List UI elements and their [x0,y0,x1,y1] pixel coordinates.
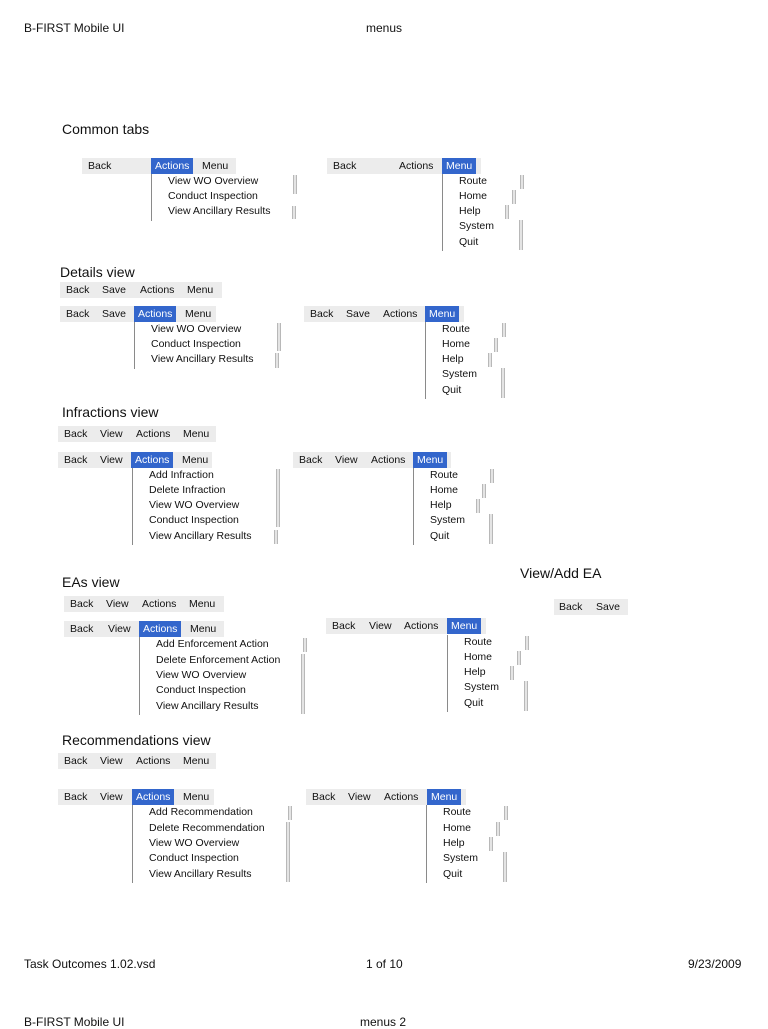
tab-back[interactable]: Back [299,454,323,466]
tab-back[interactable]: Back [310,308,334,320]
menu-item-view-ancillary-results[interactable]: View Ancillary Results [149,530,252,542]
menu-item-home[interactable]: Home [443,822,472,834]
scroll-grip [524,681,528,711]
section-title-common-tabs: Common tabs [62,121,150,137]
menu-item-quit[interactable]: Quit [459,236,479,248]
tab-bar-recommendations-actions [58,789,214,805]
menu-item-delete-recommendation[interactable]: Delete Recommendation [149,822,265,834]
tab-menu[interactable]: Menu [442,158,476,174]
scroll-grip [482,484,486,498]
tab-menu[interactable]: Menu [183,428,210,440]
menu-item-system[interactable]: System [442,368,478,380]
tab-menu[interactable]: Menu [427,789,461,805]
scroll-grip [277,323,281,351]
actions-dropdown-recommendations [132,805,293,883]
footer-page-number: 1 of 10 [366,957,403,971]
menu-item-quit[interactable]: Quit [443,868,463,880]
menu-item-home[interactable]: Home [430,484,459,496]
tab-menu[interactable]: Menu [183,755,210,767]
menu-dropdown-recommendations [426,805,512,883]
section-title-recommendations-view: Recommendations view [62,732,211,748]
menu-item-view-wo-overview[interactable]: View WO Overview [156,669,247,681]
tab-bar-common-actions [82,158,236,174]
scroll-grip [505,205,509,219]
menu-item-system[interactable]: System [459,220,495,232]
tab-actions[interactable]: Actions [384,791,419,803]
menu-item-view-wo-overview[interactable]: View WO Overview [149,499,240,511]
actions-dropdown-details [134,322,283,369]
tab-back[interactable]: Back [70,623,94,635]
tab-bar-view-add-ea [554,599,628,615]
next-page-header-center: menus 2 [360,1015,407,1029]
menu-item-conduct-inspection[interactable]: Conduct Inspection [149,852,239,864]
menu-item-home[interactable]: Home [464,651,493,663]
menu-item-help[interactable]: Help [459,205,481,217]
scroll-grip [288,806,292,820]
tab-save[interactable]: Save [346,308,370,320]
footer-file-name: Task Outcomes 1.02.vsd [24,957,156,971]
menu-item-add-infraction[interactable]: Add Infraction [149,469,214,481]
menu-item-view-wo-overview[interactable]: View WO Overview [168,175,259,187]
tab-save[interactable]: Save [596,601,620,613]
tab-menu[interactable]: Menu [425,306,459,322]
section-title-infractions-view: Infractions view [62,404,159,420]
menu-item-help[interactable]: Help [430,499,452,511]
tab-menu[interactable]: Menu [183,791,210,803]
tab-bar-details-actions [60,306,216,322]
menu-dropdown-eas [447,635,533,712]
scroll-grip [525,636,529,650]
tab-back[interactable]: Back [333,160,357,172]
tab-bar-details-menu [304,306,464,322]
tab-bar-common-menu [327,158,481,174]
tab-menu[interactable]: Menu [189,598,216,610]
menu-item-delete-enforcement-action[interactable]: Delete Enforcement Action [156,654,281,666]
tab-bar-eas-menu [326,618,486,634]
section-title-eas-view: EAs view [62,574,120,590]
menu-item-view-ancillary-results[interactable]: View Ancillary Results [156,700,259,712]
scroll-grip [519,220,523,250]
tab-menu[interactable]: Menu [187,284,214,296]
menu-item-view-ancillary-results[interactable]: View Ancillary Results [168,205,271,217]
tab-bar-details [60,282,222,298]
tab-actions[interactable]: Actions [132,789,174,805]
tab-view[interactable]: View [335,454,358,466]
actions-dropdown-eas [139,637,310,715]
scroll-grip [496,822,500,836]
menu-item-conduct-inspection[interactable]: Conduct Inspection [156,684,246,696]
actions-dropdown-infractions [132,468,281,545]
menu-item-home[interactable]: Home [442,338,471,350]
menu-dropdown-details [425,322,511,399]
tab-actions[interactable]: Actions [140,284,175,296]
menu-item-view-ancillary-results[interactable]: View Ancillary Results [149,868,252,880]
tab-bar-infractions [58,426,216,442]
tab-actions[interactable]: Actions [404,620,439,632]
scroll-grip [490,469,494,483]
tab-bar-recommendations-menu [306,789,466,805]
tab-view[interactable]: View [106,598,129,610]
menu-item-route[interactable]: Route [464,636,493,648]
menu-item-route[interactable]: Route [430,469,459,481]
tab-bar-infractions-actions [58,452,212,468]
tab-actions[interactable]: Actions [383,308,418,320]
tab-view[interactable]: View [369,620,392,632]
menu-item-help[interactable]: Help [464,666,486,678]
scroll-grip [504,806,508,820]
scroll-grip [520,175,524,189]
tab-bar-infractions-menu [293,452,451,468]
menu-item-view-wo-overview[interactable]: View WO Overview [151,323,242,335]
scroll-grip [292,206,296,219]
tab-back[interactable]: Back [88,160,112,172]
scroll-grip [303,638,307,652]
next-page-header-title: B-FIRST Mobile UI [24,1015,125,1029]
menu-item-route[interactable]: Route [443,806,472,818]
section-title-details-view: Details view [60,264,135,280]
tab-actions[interactable]: Actions [399,160,434,172]
actions-dropdown-common [151,174,302,221]
tab-menu[interactable]: Menu [185,308,212,320]
scroll-grip [489,837,493,851]
scroll-grip [503,852,507,882]
tab-menu[interactable]: Menu [413,452,447,468]
tab-back[interactable]: Back [64,428,88,440]
page-header-center: menus [366,21,403,35]
tab-actions[interactable]: Actions [139,621,181,637]
tab-view[interactable]: View [100,428,123,440]
tab-actions[interactable]: Actions [131,452,173,468]
tab-menu[interactable]: Menu [182,454,209,466]
scroll-grip [274,530,278,544]
menu-item-conduct-inspection[interactable]: Conduct Inspection [149,514,239,526]
tab-actions[interactable]: Actions [136,428,171,440]
scroll-grip [276,469,280,527]
menu-item-add-enforcement-action[interactable]: Add Enforcement Action [156,638,269,650]
menu-item-help[interactable]: Help [442,353,464,365]
page-header-title: B-FIRST Mobile UI [24,21,125,35]
tab-menu[interactable]: Menu [190,623,217,635]
menu-item-route[interactable]: Route [459,175,488,187]
menu-item-view-wo-overview[interactable]: View WO Overview [149,837,240,849]
tab-actions[interactable]: Actions [371,454,406,466]
scroll-grip [301,654,305,714]
tab-back[interactable]: Back [66,284,90,296]
menu-item-quit[interactable]: Quit [442,384,462,396]
tab-actions[interactable]: Actions [142,598,177,610]
tab-bar-recommendations [58,753,216,769]
menu-item-conduct-inspection[interactable]: Conduct Inspection [168,190,258,202]
menu-item-quit[interactable]: Quit [430,530,450,542]
tab-save[interactable]: Save [102,284,126,296]
tab-bar-eas-actions [64,621,224,637]
scroll-grip [502,323,506,337]
tab-back[interactable]: Back [312,791,336,803]
tab-back[interactable]: Back [70,598,94,610]
scroll-grip [494,338,498,352]
scroll-grip [286,822,290,882]
scroll-grip [275,353,279,368]
menu-item-system[interactable]: System [443,852,479,864]
tab-view[interactable]: View [100,454,123,466]
scroll-grip [510,666,514,680]
tab-view[interactable]: View [100,755,123,767]
scroll-grip [488,353,492,367]
tab-actions[interactable]: Actions [136,755,171,767]
scroll-grip [501,368,505,398]
tab-bar-eas [64,596,224,612]
scroll-grip [476,499,480,513]
menu-item-view-ancillary-results[interactable]: View Ancillary Results [151,353,254,365]
menu-item-system[interactable]: System [464,681,500,693]
menu-dropdown-common [442,174,528,251]
menu-item-add-recommendation[interactable]: Add Recommendation [149,806,253,818]
scroll-grip [489,514,493,544]
tab-actions[interactable]: Actions [134,306,176,322]
tab-menu[interactable]: Menu [202,160,229,172]
section-title-view-add-ea: View/Add EA [520,565,602,581]
scroll-grip [517,651,521,665]
tab-actions[interactable]: Actions [151,158,193,174]
menu-item-help[interactable]: Help [443,837,465,849]
tab-save[interactable]: Save [102,308,126,320]
menu-item-home[interactable]: Home [459,190,488,202]
tab-view[interactable]: View [100,791,123,803]
tab-back[interactable]: Back [64,755,88,767]
menu-item-route[interactable]: Route [442,323,471,335]
menu-item-conduct-inspection[interactable]: Conduct Inspection [151,338,241,350]
tab-back[interactable]: Back [559,601,583,613]
menu-dropdown-infractions [413,468,499,545]
tab-back[interactable]: Back [332,620,356,632]
scroll-grip [512,190,516,204]
menu-item-quit[interactable]: Quit [464,697,484,709]
tab-back[interactable]: Back [64,791,88,803]
menu-item-system[interactable]: System [430,514,466,526]
tab-view[interactable]: View [108,623,131,635]
tab-view[interactable]: View [348,791,371,803]
footer-date: 9/23/2009 [688,957,742,971]
scroll-grip [293,175,297,194]
menu-item-delete-infraction[interactable]: Delete Infraction [149,484,226,496]
tab-back[interactable]: Back [66,308,90,320]
tab-back[interactable]: Back [64,454,88,466]
tab-menu[interactable]: Menu [447,618,481,634]
